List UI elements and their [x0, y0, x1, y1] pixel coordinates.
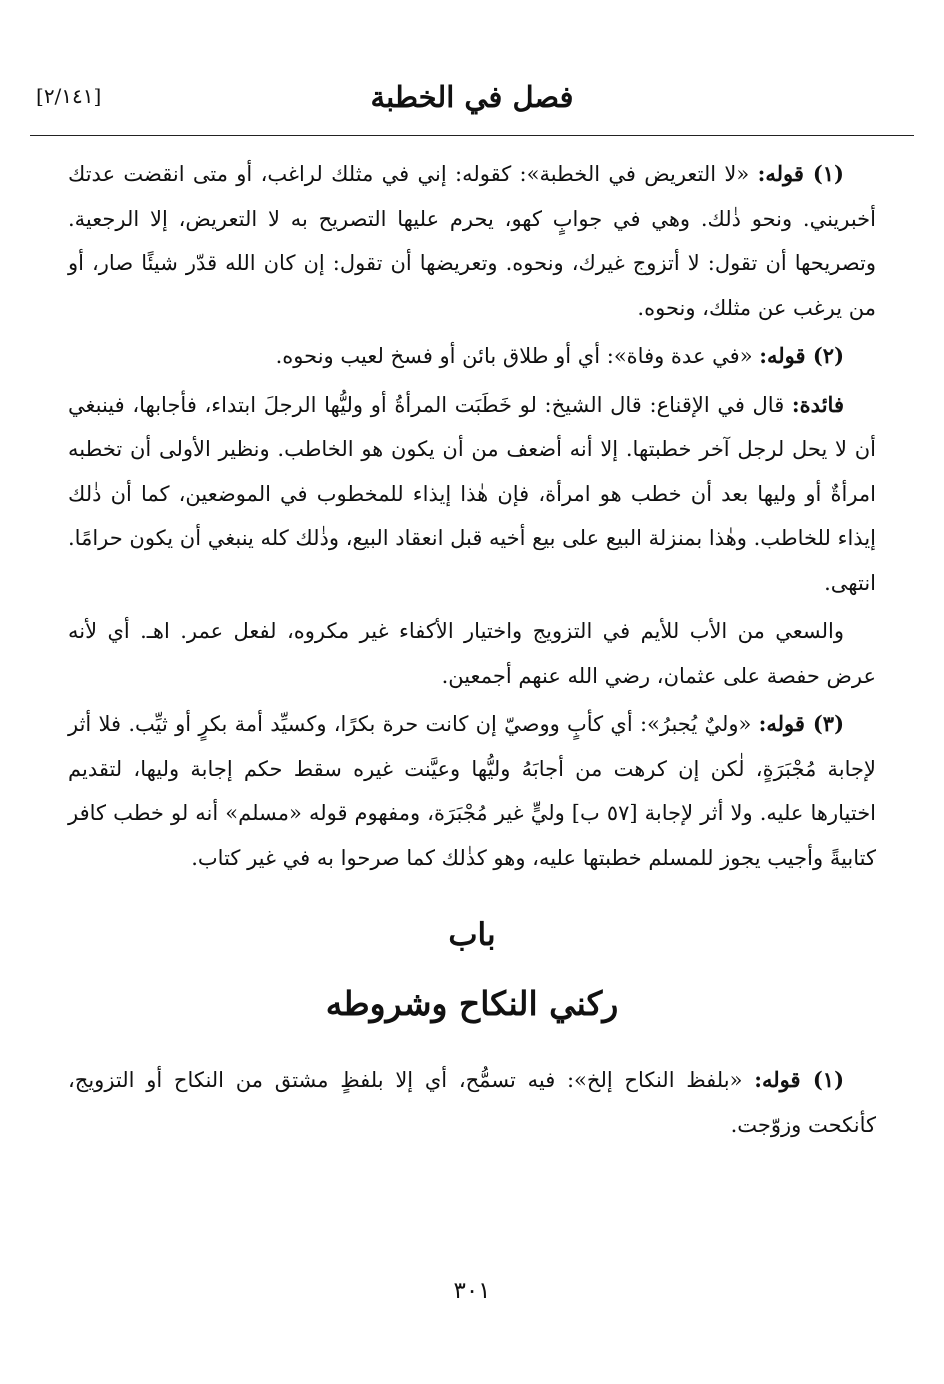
footnote-lead: (٣) قوله:	[758, 711, 844, 736]
section-title: ركني النكاح وشروطه	[325, 984, 619, 1023]
note-text: والسعي من الأب للأيم في التزويج واختيار الأكفاء غير مكروه، لفعل عمر. اهـ. أي لأنه عرض حفصة على عثمان، رضي الله عنهم أجمعين.	[68, 619, 876, 688]
footnote-3	[68, 702, 876, 880]
footnote-lead: (٢) قوله:	[759, 343, 844, 368]
footnote-1	[68, 152, 876, 330]
page-reference: [٢/١٤١]	[36, 84, 102, 108]
note-continuation	[68, 609, 876, 698]
running-title: فصل في الخطبة	[370, 80, 574, 114]
benefit-text: قال في الإقناع: قال الشيخ: لو خَطَبَت المرأةُ أو وليُّها الرجلَ ابتداء، فأجابها، فينبغي أن لا يحل لرجل آخر خطبتها. إلا أنه أضعف من أن يكون هو الخاطب. ونظير الأولى أن تخطبه امرأةٌ أو وليها بعد أن خطب هو امرأة، فإن هٰذا إيذاء للمخطوب في الموضعين، كما أن ذٰلك إيذاء للخاطب. وهٰذا بمنزلة البيع على بيع أخيه قبل انعقاد البيع، وذٰلك كله ينبغي أن يكون حرامًا. انتهى.	[68, 392, 876, 595]
page-number: ٣٠١	[453, 1278, 491, 1304]
footnote-lead: (١) قوله:	[754, 1067, 844, 1092]
footnote-text: «لا التعريض في الخطبة»: كقوله: إني في مثلك لراغب، أو متى انقضت عدتك أخبريني. ونحو ذٰلك. وهي في جوابٍ كهو، يحرم عليها التصريح به لا التعريض، إلا الرجعية. وتصريحها أن تقول: لا أتزوج غيرك، ونحوه. وتعريضها أن تقول: إن كان الله قدّر شيئًا صار، أو من يرغب عن مثلك، ونحوه.	[68, 162, 876, 320]
footnote-text: «وليٌ يُجبرُ»: أي كأبٍ ووصيّ إن كانت حرة بكرًا، وكسيِّد أمة بكرٍ أو ثيِّب. فلا أثر لإجابة مُجْبَرَةٍ، لٰكن إن كرهت من أجابَهُ وليُّها وعيَّنت غيره سقط حكم إجابة وليها، لتقديم اختيارها عليه. ولا أثر لإجابة [٥٧ ب] وليٍّ غير مُجْبَرَة، ومفهوم قوله «مسلم» أنه لو خطب كافر كتابيةً وأجيب يجوز للمسلم خطبتها عليه، وهو كذٰلك كما صرحوا به في غير كتاب.	[68, 712, 877, 870]
footnote-lead: (١) قوله:	[757, 161, 844, 186]
section-footnote-1	[68, 1058, 876, 1147]
footnote-text: «في عدة وفاة»: أي أو طلاق بائن أو فسخ لعيب ونحوه.	[275, 344, 753, 368]
footnote-text: «بلفظ النكاح إلخ»: فيه تسمُّح، أي إلا بلفظٍ مشتق من النكاح أو التزويج، كأنكحت وزوّجت.	[68, 1068, 876, 1137]
header-rule	[30, 135, 914, 136]
page-body	[68, 152, 876, 1147]
benefit-note	[68, 383, 876, 606]
benefit-lead: فائدة:	[791, 391, 844, 417]
footnote-2	[68, 334, 876, 379]
section-label: باب	[448, 917, 496, 953]
